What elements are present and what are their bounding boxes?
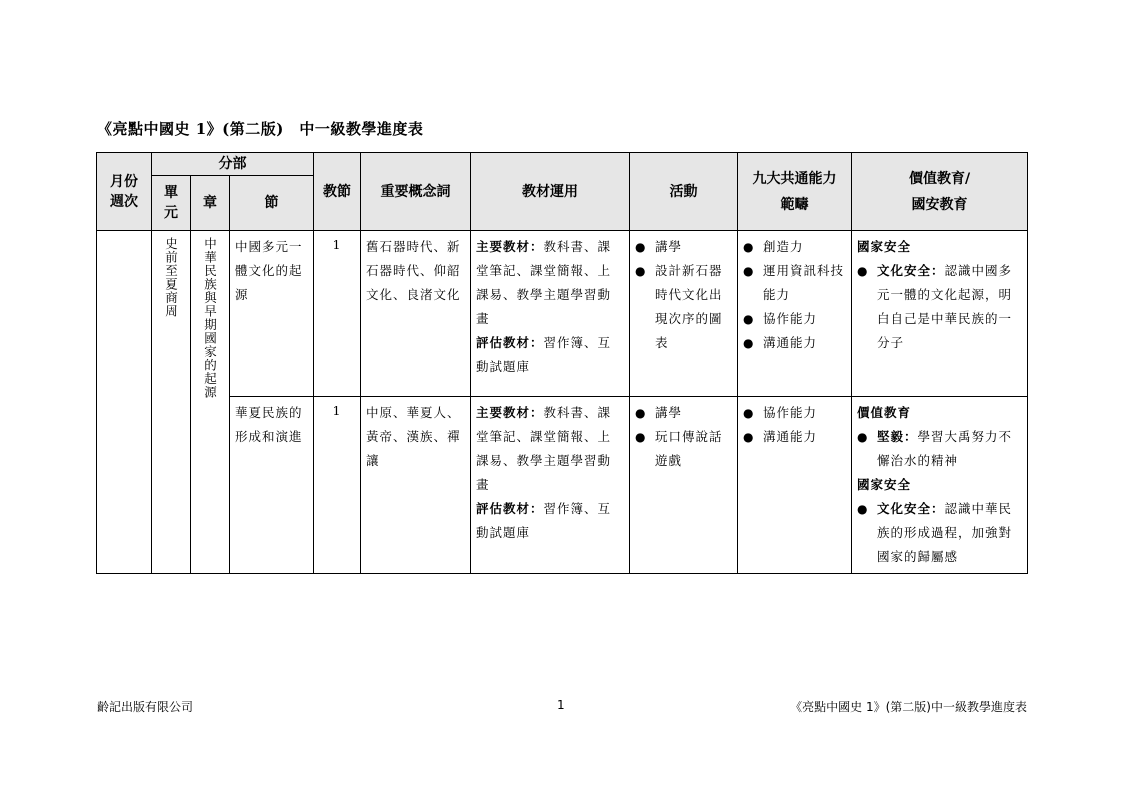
list-item: ● 文化安全：認識中華民族的形成過程，加強對國家的歸屬感 (857, 497, 1022, 569)
unit-name: 史前至夏商周 (163, 237, 179, 318)
header-division: 分部 (152, 153, 314, 176)
values-heading: 國家安全 (857, 239, 912, 254)
values-heading: 價值教育 (857, 405, 912, 420)
list-item: ● 協作能力 (743, 307, 846, 331)
lessons-cell: 1 (314, 397, 361, 574)
concepts-cell: 中原、華夏人、黃帝、漢族、禪讓 (361, 397, 471, 574)
list-item: ● 溝通能力 (743, 331, 846, 355)
header-chapter: 章 (191, 176, 230, 231)
concepts-cell: 舊石器時代、新石器時代、仰韶文化、良渚文化 (361, 231, 471, 397)
header-section: 節 (230, 176, 314, 231)
footer-document-title: 《亮點中國史 1》(第二版)中一級教學進度表 (790, 700, 1027, 714)
header-values: 價值教育/ 國安教育 (852, 153, 1028, 231)
section-cell: 中國多元一體文化的起源 (230, 231, 314, 397)
footer-publisher: 齡記出版有限公司 (97, 700, 194, 714)
materials-cell: 主要教材：教科書、課堂筆記、課堂簡報、上課易、教學主題學習動畫 評估教材：習作簿、互動試題庫 (471, 397, 630, 574)
teaching-schedule-table (96, 152, 1028, 574)
header-abilities: 九大共通能力 範疇 (738, 153, 852, 231)
values-heading: 國家安全 (857, 477, 912, 492)
chapter-name: 中華民族與早期國家的起源 (202, 237, 218, 399)
activities-cell (630, 397, 738, 574)
header-unit: 單 元 (152, 176, 191, 231)
values-cell (852, 231, 1028, 397)
list-item: ● 協作能力 (743, 401, 846, 425)
header-activities: 活動 (630, 153, 738, 231)
list-item: ● 創造力 (743, 235, 846, 259)
document-title: 《亮點中國史 1》(第二版) 中一級教學進度表 (97, 120, 424, 138)
list-item: ● 運用資訊科技能力 (743, 259, 846, 307)
list-item: ● 堅毅：學習大禹努力不懈治水的精神 (857, 425, 1022, 473)
header-lessons: 教節 (314, 153, 361, 231)
list-item: ● 玩口傳說話遊戲 (635, 425, 732, 473)
month-week-cell (97, 231, 152, 574)
lessons-cell: 1 (314, 231, 361, 397)
header-month-week: 月份 週次 (97, 153, 152, 231)
header-materials: 教材運用 (471, 153, 630, 231)
table-row (97, 231, 1028, 397)
list-item: ● 講學 (635, 235, 732, 259)
chapter-cell (191, 231, 230, 574)
list-item: ● 設計新石器時代文化出現次序的圖表 (635, 259, 732, 355)
list-item: ● 溝通能力 (743, 425, 846, 449)
list-item: ● 講學 (635, 401, 732, 425)
section-cell: 華夏民族的形成和演進 (230, 397, 314, 574)
table-row (97, 397, 1028, 574)
header-concepts: 重要概念詞 (361, 153, 471, 231)
values-cell (852, 397, 1028, 574)
abilities-cell (738, 397, 852, 574)
footer-page-number: 1 (557, 698, 565, 712)
unit-cell (152, 231, 191, 574)
list-item: ● 文化安全：認識中國多元一體的文化起源，明白自己是中華民族的一分子 (857, 259, 1022, 355)
materials-cell: 主要教材：教科書、課堂筆記、課堂簡報、上課易、教學主題學習動畫 評估教材：習作簿、互動試題庫 (471, 231, 630, 397)
activities-cell (630, 231, 738, 397)
abilities-cell (738, 231, 852, 397)
